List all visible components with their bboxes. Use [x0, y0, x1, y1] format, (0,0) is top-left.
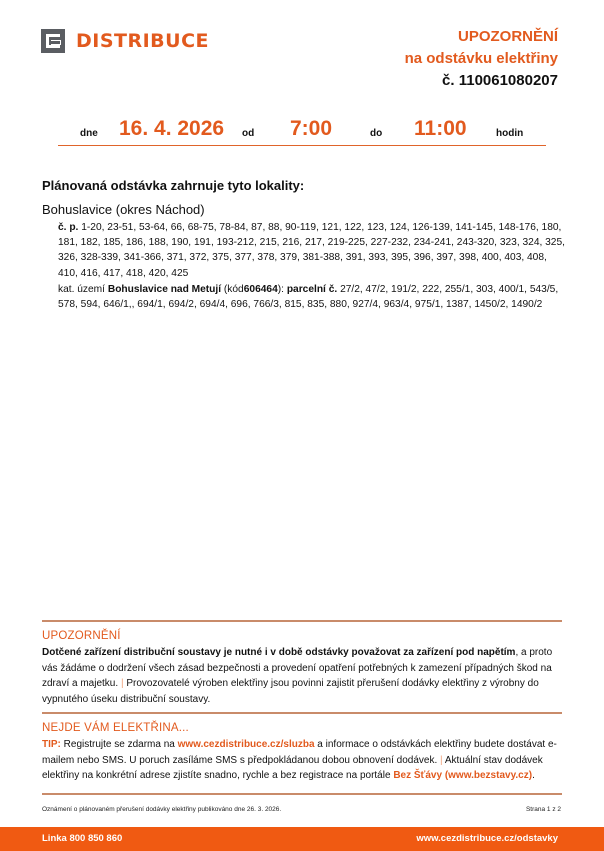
cadastral-name: Bohuslavice nad Metují [107, 284, 222, 295]
hours-label: hodin [496, 128, 524, 139]
separator: | [120, 678, 124, 690]
page-number: Strana 1 z 2 [525, 806, 561, 813]
house-numbers [58, 220, 568, 281]
house-numbers-list: 1-20, 23-51, 53-64, 66, 68-75, 78-84, 87, 88, 90-119, 121, 122, 123, 124, 126-139, 141-145, 148-176, 180, 181, 182, 185, 186, 188, 190, 191, 193-212, 215, 216, 217, 219-225, 227-232, 234-241, 243-320, 323, 324, 325, 326, 328-339, 341-366, 371, 372, 375, 377, 378, 379, 381-388, 391, 393, 395, 396, 397, 398, 400, 403, 408, 410, 416, 417, 418, 420, 425 [58, 222, 565, 279]
date-label: dne [80, 128, 98, 139]
outage-start-time: 7:00 [290, 117, 333, 140]
municipality [42, 202, 205, 217]
district-name: (okres Náchod) [115, 202, 205, 217]
cadastral-code: 606464 [243, 284, 278, 295]
warning-text-part2: Provozovatelé výroben elektřiny jsou povinni zajistit přerušení dodávky elektřiny z výrobny do vypnutého úseku distribuční soustavy. [42, 678, 539, 705]
logo-text: DISTRIBUCE [76, 30, 210, 52]
warning-text [42, 645, 564, 707]
outage-date: 16. 4. 2026 [119, 117, 225, 140]
no-power-text [42, 737, 564, 784]
tip-text-part1: Registrujte se zdarma na [63, 739, 175, 750]
localities-heading: Plánovaná odstávka zahrnuje tyto lokality: [42, 178, 305, 193]
municipality-name: Bohuslavice [42, 202, 113, 217]
cadastral-code-prefix: (kód [223, 284, 244, 295]
tip-label: TIP: [42, 739, 61, 750]
separator: | [440, 754, 443, 766]
outage-schedule [58, 116, 546, 146]
cadastral-code-suffix: ): [277, 284, 284, 295]
cadastral-prefix: kat. území [58, 284, 105, 295]
warning-bold-text: Dotčené zařízení distribuční soustavy je nutné i v době odstávky považovat za zařízení pod napětím [42, 647, 516, 658]
website-link[interactable]: www.cezdistribuce.cz/odstavky [416, 833, 558, 844]
company-logo [41, 29, 209, 53]
divider [42, 712, 562, 714]
parcel-label: parcelní č. [286, 284, 338, 295]
no-power-heading: NEJDE VÁM ELEKTŘINA... [42, 722, 189, 734]
notice-title-line1: UPOZORNĚNÍ [457, 28, 558, 45]
divider [42, 793, 562, 795]
cez-logo-icon [41, 29, 65, 53]
service-link[interactable]: www.cezdistribuce.cz/sluzba [177, 739, 315, 750]
outage-end-time: 11:00 [414, 117, 467, 140]
cadastral-area [58, 282, 568, 312]
tip-text-end: . [532, 770, 535, 782]
warning-heading: UPOZORNĚNÍ [42, 630, 121, 642]
to-label: do [370, 128, 383, 139]
portal-name: Bez Šťávy [393, 770, 443, 782]
notice-number: č. 110061080207 [442, 72, 558, 89]
warning-text-part1: , a proto vás žádáme o dodržení všech zásad bezpečnosti a provedení opatření potřebných k zamezení případných škod na zdraví a majetku. [42, 647, 553, 690]
footer-bar [0, 827, 604, 851]
publication-note: Oznámení o plánovaném přerušení dodávky elektřiny publikováno dne 26. 3. 2026. [42, 806, 282, 813]
tip-text-part3: Aktuální stav dodávek elektřiny na konkrétní adrese zjistíte snadno, rychle a bez registrace na portále [42, 754, 543, 782]
from-label: od [242, 128, 255, 139]
house-numbers-label: č. p. [58, 222, 79, 233]
parcel-numbers: 27/2, 47/2, 191/2, 222, 255/1, 303, 400/1, 543/5, 578, 594, 646/1,, 694/1, 694/2, 694/4, 696, 766/3, 815, 835, 880, 927/4, 963/4, 975/1, 1387, 1450/2, 1490/2 [58, 284, 559, 311]
notice-title-line2: na odstávku elektřiny [404, 50, 558, 67]
divider [42, 620, 562, 622]
tip-text-part2: a informace o odstávkách elektřiny budete dostávat e-mailem nebo SMS. U poruch zasíláme SMS s předpokládanou dobou obnovení dodávek. [42, 739, 557, 766]
notice-title [405, 26, 558, 92]
hotline: Linka 800 850 860 [42, 833, 123, 844]
bezstavy-link[interactable]: (www.bezstavy.cz) [444, 770, 533, 782]
